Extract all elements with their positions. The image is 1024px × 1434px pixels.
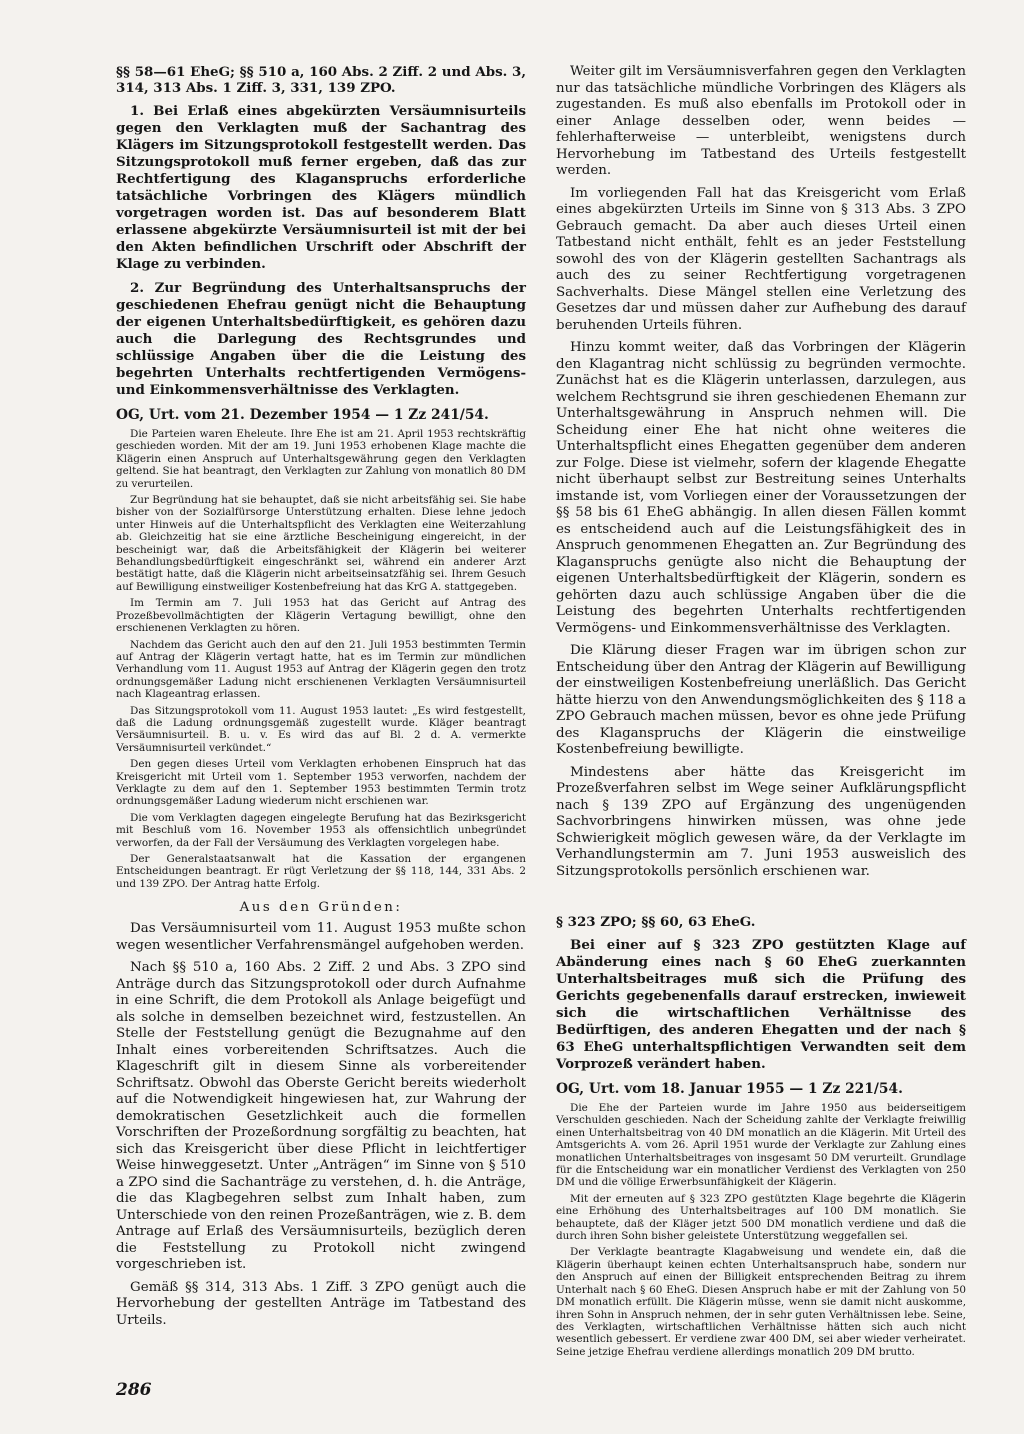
facts-paragraph: Zur Begründung hat sie behauptet, daß sie nicht arbeitsfähig sei. Sie habe bisher von der Sozialfürsorge Unterstützung erhalten. Diese lehne jedoch unter Hinweis auf die Unterhaltspflicht des Verklagten eine Weiterzahlung ab. Gleichzeitig hat sie eine ärztliche Bescheinigung eingereicht, in der bescheinigt war, daß die Arbeitsfähigkeit der Klägerin bei weiterer Behandlungsbedürftigkeit eingeschränkt sei, während ein anderer Arzt bestätigt hatte, daß die Klägerin nicht arbeitseinsatzfähig sei. Ihrem Gesuch auf Bewilligung einstweiliger Kostenbefreiung hat das KrG A. stattgegeben. — [116, 494, 526, 593]
court-citation: OG, Urt. vom 21. Dezember 1954 — 1 Zz 241/54. — [116, 407, 489, 423]
body-paragraph: Mindestens aber hätte das Kreisgericht im Prozeßverfahren selbst im Wege seiner Aufklärungspflicht nach § 139 ZPO auf Ergänzung des ungenügenden Sachvorbringens hinwirken müssen, was ohne jede Schwierigkeit möglich gewesen wäre, da der Verklagte im Verhandlungstermin am 7. Juni 1953 ausweislich des Sitzungsprotokolls persönlich erschienen war. — [556, 764, 966, 879]
body-paragraph: Das Versäumnisurteil vom 11. August 1953 mußte schon wegen wesentlicher Verfahrensmängel aufgehoben werden. — [116, 921, 526, 953]
facts-paragraph: Den gegen dieses Urteil vom Verklagten erhobenen Einspruch hat das Kreisgericht mit Urteil vom 1. September 1953 verworfen, nachdem der Verklagte zu dem auf den 1. September 1953 bestimmten Termin trotz ordnungsgemäßer Ladung wiederum nicht erschienen war. — [116, 758, 526, 808]
section-heading: Aus den Gründen: — [239, 900, 403, 916]
facts-paragraph: Die vom Verklagten dagegen eingelegte Berufung hat das Bezirksgericht mit Beschluß vom 16. November 1953 als offensichtlich unbegründet verworfen, da der Fall der Versäumung des Verklagten vorgelegen habe. — [116, 811, 526, 849]
body-paragraph: Im vorliegenden Fall hat das Kreisgericht vom Erlaß eines abgekürzten Urteils im Sinne von § 313 Abs. 3 ZPO Gebrauch gemacht. Da aber auch dieses Urteil einen Tatbestand nicht enthält, fehlt es an jeder Feststellung sowohl des von der Klägerin gestellten Sachantrags als auch des zu seiner Rechtfertigung vorgetragenen Sachverhalts. Diese Mängel stellen eine Verletzung des Gesetzes dar und müssen daher zur Aufhebung des darauf beruhenden Urteils führen. — [556, 185, 966, 333]
headnote-1: 1. Bei Erlaß eines abgekürzten Versäumnisurteils gegen den Verklagten muß der Sachantrag des Klägers im Sitzungsprotokoll festgestellt werden. Das Sitzungsprotokoll muß ferner ergeben, daß das zur Rechtfertigung des Klaganspruchs erforderliche tatsächliche Vorbringen des Klägers mündlich vorgetragen worden ist. Das auf besonderem Blatt erlassene abgekürzte Versäumnisurteil ist mit der bei den Akten befindlichen Urschrift oder Abschrift der Klage zu verbinden. — [116, 103, 526, 272]
left-column — [116, 64, 526, 1329]
facts-paragraph: Die Ehe der Parteien wurde im Jahre 1950 aus beiderseitigem Verschulden geschieden. Nach der Scheidung zahlte der Verklagte freiwillig einen Unterhaltsbeitrag von 40 DM monatlich an die Klägerin. Mit Urteil des Amtsgerichts A. vom 26. April 1951 wurde der Verklagte zur Zahlung eines monatlichen Unterhaltsbeitrages von insgesamt 50 DM verurteilt. Grundlage für die Entscheidung war ein monatlicher Verdienst des Verklagten von 250 DM und die völlige Erwerbsunfähigkeit der Klägerin. — [556, 1102, 966, 1189]
headnote: Bei einer auf § 323 ZPO gestützten Klage auf Abänderung eines nach § 60 EheG zuerkannten Unterhaltsbeitrages muß sich die Prüfung des Gerichts gegebenenfalls darauf erstrecken, inwieweit sich die wirtschaftlichen Verhältnisse des Bedürftigen, des anderen Ehegatten und der nach § 63 EheG unterhaltspflichtigen Verwandten seit dem Vorprozeß verändert haben. — [556, 937, 966, 1072]
page-number: 286 — [116, 1380, 152, 1400]
body-paragraph: Die Klärung dieser Fragen war im übrigen schon zur Entscheidung über den Antrag der Klägerin auf Bewilligung der einstweiligen Kostenbefreiung unerläßlich. Das Gericht hätte hierzu von den Anwendungsmöglichkeiten des § 118 a ZPO Gebrauch machen müssen, bevor es ohne jede Prüfung des Klaganspruchs der Klägerin die einstweilige Kostenbefreiung bewilligte. — [556, 643, 966, 757]
case-heading: §§ 58—61 EheG; §§ 510 a, 160 Abs. 2 Ziff. 2 und Abs. 3, 314, 313 Abs. 1 Ziff. 3, 331, 139 ZPO. — [116, 64, 526, 96]
right-column — [556, 64, 966, 1358]
facts-paragraph: Nachdem das Gericht auch den auf den 21. Juli 1953 bestimmten Termin auf Antrag der Klägerin vertagt hatte, hat es im Termin zur mündlichen Verhandlung vom 11. August 1953 auf Antrag der Klägerin gegen den trotz ordnungsgemäßer Ladung nicht erschienenen Verklagten Versäumnisurteil nach Klageantrag erlassen. — [116, 638, 526, 701]
body-paragraph: Weiter gilt im Versäumnisverfahren gegen den Verklagten nur das tatsächliche mündliche Vorbringen des Klägers als zugestanden. Es muß also ebenfalls im Protokoll oder in einer Anlage desselben oder, wenn beides — fehlerhafterweise — unterbleibt, wenigstens durch Hervorhebung im Tatbestand des Urteils festgestellt werden. — [556, 64, 966, 178]
facts-paragraph: Der Verklagte beantragte Klagabweisung und wendete ein, daß die Klägerin überhaupt keinen echten Unterhaltsanspruch habe, sondern nur den Anspruch auf einen der Billigkeit entsprechenden Beitrag zu ihrem Unterhalt nach § 60 EheG. Diesen Anspruch habe er mit der Zahlung von 50 DM monatlich erfüllt. Die Klägerin müsse, wenn sie damit nicht auskomme, ihren Sohn in Anspruch nehmen, der in sehr guten Verhältnissen lebe. Seine, des Verklagten, wirtschaftlichen Verhältnisse hätten sich auch nicht wesentlich gebessert. Er verdiene zwar 400 DM, sei aber wieder verheiratet. Seine jetzige Ehefrau verdiene allerdings monatlich 209 DM brutto. — [556, 1246, 966, 1358]
body-paragraph: Nach §§ 510 a, 160 Abs. 2 Ziff. 2 und Abs. 3 ZPO sind Anträge durch das Sitzungsprotokoll oder durch Aufnahme in eine Schrift, die dem Protokoll als Anlage beigefügt und als solche in demselben bezeichnet wird, festzustellen. An Stelle der Feststellung genügt die Bezugnahme auf den Inhalt eines vorbereitenden Schriftsatzes. Auch die Klageschrift gilt in diesem Sinne als vorbereitender Schriftsatz. Obwohl das Oberste Gericht bereits wiederholt auf die Notwendigkeit hingewiesen hat, zur Wahrung der demokratischen Gesetzlichkeit auch die formellen Vorschriften der Prozeßordnung sorgfältig zu beachten, hat sich das Kreisgericht über diese Pflicht in leichtfertiger Weise hinweggesetzt. Unter „Anträgen“ im Sinne von § 510 a ZPO sind die Sachanträge zu verstehen, d. h. die Anträge, die das Klagbegehren selbst zum Inhalt haben, zum Unterschiede von den reinen Prozeßanträgen, wie z. B. dem Antrage auf Erlaß des Versäumnisurteils, bezüglich deren die Feststellung zu Protokoll nicht zwingend vorgeschrieben ist. — [116, 960, 526, 1273]
facts-paragraph: Mit der erneuten auf § 323 ZPO gestützten Klage begehrte die Klägerin eine Erhöhung des Unterhaltsbeitrages auf 100 DM monatlich. Sie behauptete, daß der Kläger jetzt 500 DM monatlich verdiene und daß die durch ihren Sohn bisher geleistete Unterstützung weggefallen sei. — [556, 1192, 966, 1243]
headnote-2: 2. Zur Begründung des Unterhaltsanspruchs der geschiedenen Ehefrau genügt nicht die Behauptung der eigenen Unterhaltsbedürftigkeit, es gehören dazu auch die Darlegung des Rechtsgrundes und schlüssige Angaben über die die Leistung des begehrten Unterhalts rechtfertigenden Vermögens- und Einkommensverhältnisse des Verklagten. — [116, 280, 526, 398]
section-gap — [556, 880, 966, 914]
body-paragraph: Gemäß §§ 314, 313 Abs. 1 Ziff. 3 ZPO genügt auch die Hervorhebung der gestellten Anträge im Tatbestand des Urteils. — [116, 1279, 526, 1328]
case-heading: § 323 ZPO; §§ 60, 63 EheG. — [556, 914, 756, 930]
facts-paragraph: Im Termin am 7. Juli 1953 hat das Gericht auf Antrag des Prozeßbevollmächtigten der Klägerin Vertagung bewilligt, ohne den erschienenen Verklagten zu hören. — [116, 597, 526, 635]
court-citation: OG, Urt. vom 18. Januar 1955 — 1 Zz 221/54. — [556, 1081, 903, 1097]
facts-paragraph: Der Generalstaatsanwalt hat die Kassation der ergangenen Entscheidungen beantragt. Er rügt Verletzung der §§ 118, 144, 331 Abs. 2 und 139 ZPO. Der Antrag hatte Erfolg. — [116, 853, 526, 890]
facts-paragraph: Die Parteien waren Eheleute. Ihre Ehe ist am 21. April 1953 rechtskräftig geschieden worden. Mit der am 19. Juni 1953 erhobenen Klage machte die Klägerin einen Anspruch auf Unterhaltsgewährung gegen den Verklagten geltend. Sie hat beantragt, den Verklagten zur Zahlung von monatlich 80 DM zu verurteilen. — [116, 428, 526, 490]
facts-paragraph: Das Sitzungsprotokoll vom 11. August 1953 lautet: „Es wird festgestellt, daß die Ladung ordnungsgemäß zugestellt wurde. Kläger beantragt Versäumnisurteil. B. u. v. Es wird das auf Bl. 2 d. A. vermerkte Versäumnisurteil verkündet.“ — [116, 704, 526, 754]
body-paragraph: Hinzu kommt weiter, daß das Vorbringen der Klägerin den Klagantrag nicht schlüssig zu begründen vermochte. Zunächst hat es die Klägerin unterlassen, darzulegen, aus welchem Rechtsgrund sie ihren geschiedenen Ehemann zur Unterhaltsgewährung in Anspruch nehmen will. Die Scheidung einer Ehe hat nicht ohne weiteres die Unterhaltspflicht eines Ehegatten gegenüber dem anderen zur Folge. Diese ist vielmehr, sofern der klagende Ehegatte nicht überhaupt selbst zur Bestreitung seines Unterhalts imstande ist, vom Vorliegen einer der Voraussetzungen der §§ 58 bis 61 EheG abhängig. In allen diesen Fällen kommt es entscheidend auch auf die Leistungsfähigkeit des in Anspruch genommenen Ehegatten an. Zur Begründung des Klaganspruchs genügte also nicht die Behauptung der eigenen Unterhaltsbedürftigkeit der Klägerin, sondern es gehörten dazu auch schlüssige Angaben über die die Leistung des begehrten Unterhalts rechtfertigenden Vermögens- und Einkommensverhältnisse des Verklagten. — [556, 340, 966, 636]
